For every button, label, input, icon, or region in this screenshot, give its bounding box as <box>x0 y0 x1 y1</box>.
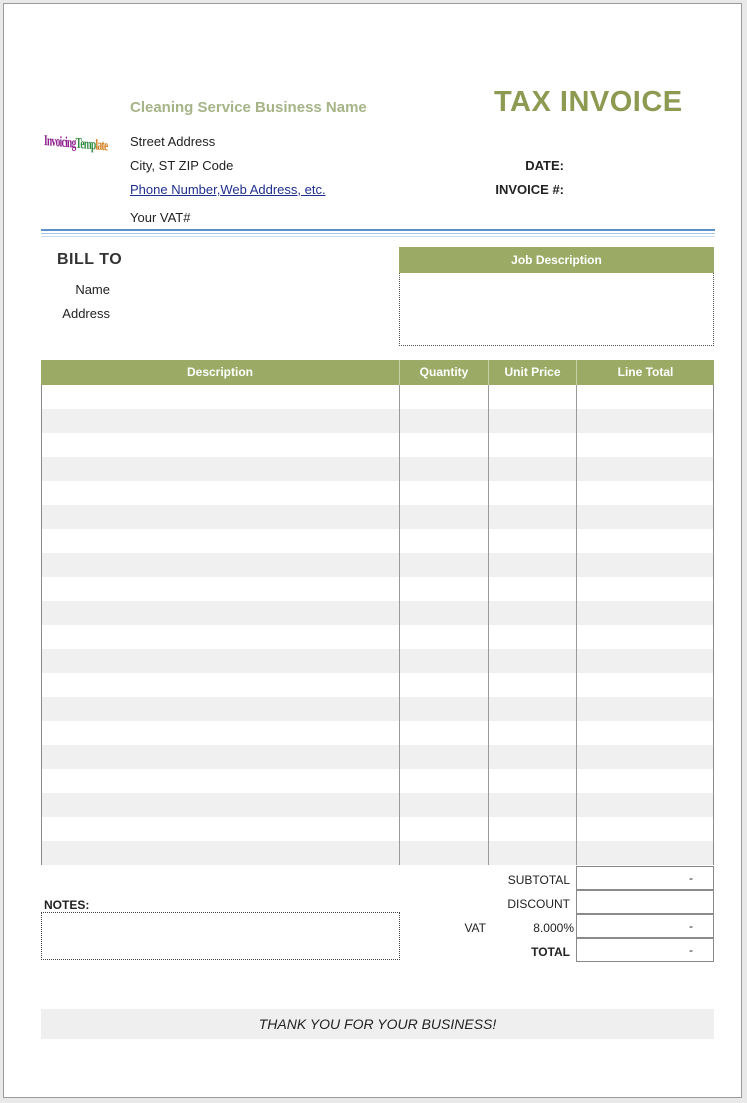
vat-rate[interactable]: 8.000% <box>533 921 574 935</box>
column-divider <box>576 385 577 865</box>
table-row[interactable] <box>42 505 713 529</box>
table-row[interactable] <box>42 577 713 601</box>
table-row[interactable] <box>42 649 713 673</box>
job-description-header: Job Description <box>399 247 714 273</box>
column-header-unit-price: Unit Price <box>504 365 561 379</box>
column-divider <box>399 385 400 865</box>
header-divider <box>41 229 715 231</box>
table-row[interactable] <box>42 697 713 721</box>
bill-to-heading: BILL TO <box>57 251 123 268</box>
table-row[interactable] <box>42 769 713 793</box>
table-row[interactable] <box>42 457 713 481</box>
notes-label: NOTES: <box>44 898 90 912</box>
invoice-title: TAX INVOICE <box>494 86 683 118</box>
total-value[interactable]: - <box>576 938 714 962</box>
table-row[interactable] <box>42 529 713 553</box>
header-divider-thin <box>41 233 715 234</box>
thank-you-message: THANK YOU FOR YOUR BUSINESS! <box>41 1009 714 1039</box>
table-row[interactable] <box>42 793 713 817</box>
total-label: TOTAL <box>531 945 570 959</box>
job-description-box[interactable] <box>399 273 714 346</box>
table-row[interactable] <box>42 385 713 409</box>
vat-label: VAT <box>464 921 486 935</box>
table-row[interactable] <box>42 553 713 577</box>
vat-number[interactable]: Your VAT# <box>130 210 191 225</box>
business-name[interactable]: Cleaning Service Business Name <box>130 99 367 116</box>
table-row[interactable] <box>42 601 713 625</box>
subtotal-label: SUBTOTAL <box>507 873 570 887</box>
column-divider <box>488 385 489 865</box>
table-row[interactable] <box>42 409 713 433</box>
bill-to-name-label[interactable]: Name <box>75 282 110 297</box>
column-header-line-total: Line Total <box>617 365 674 379</box>
header-divider-faint <box>41 236 715 237</box>
vat-value[interactable]: - <box>576 914 714 938</box>
invoice-number-label: INVOICE #: <box>495 182 564 197</box>
table-row[interactable] <box>42 625 713 649</box>
discount-value[interactable] <box>576 890 714 914</box>
city-state-zip[interactable]: City, ST ZIP Code <box>130 158 234 173</box>
subtotal-value[interactable]: - <box>576 866 714 890</box>
discount-label: DISCOUNT <box>507 897 570 911</box>
date-label: DATE: <box>525 158 564 173</box>
table-row[interactable] <box>42 841 713 865</box>
table-row[interactable] <box>42 481 713 505</box>
column-header-description: Description <box>186 365 253 379</box>
table-row[interactable] <box>42 721 713 745</box>
street-address[interactable]: Street Address <box>130 134 216 149</box>
table-header <box>41 360 714 385</box>
invoice-sheet <box>3 3 742 1098</box>
table-row[interactable] <box>42 673 713 697</box>
contact-link[interactable]: Phone Number,Web Address, etc. <box>130 182 326 197</box>
table-row[interactable] <box>42 433 713 457</box>
bill-to-address-label[interactable]: Address <box>62 306 110 321</box>
company-logo: InvoicingTemplate <box>44 133 108 155</box>
column-header-quantity: Quantity <box>419 365 469 379</box>
notes-box[interactable] <box>41 912 400 960</box>
table-row[interactable] <box>42 817 713 841</box>
table-body <box>41 385 714 865</box>
table-row[interactable] <box>42 745 713 769</box>
